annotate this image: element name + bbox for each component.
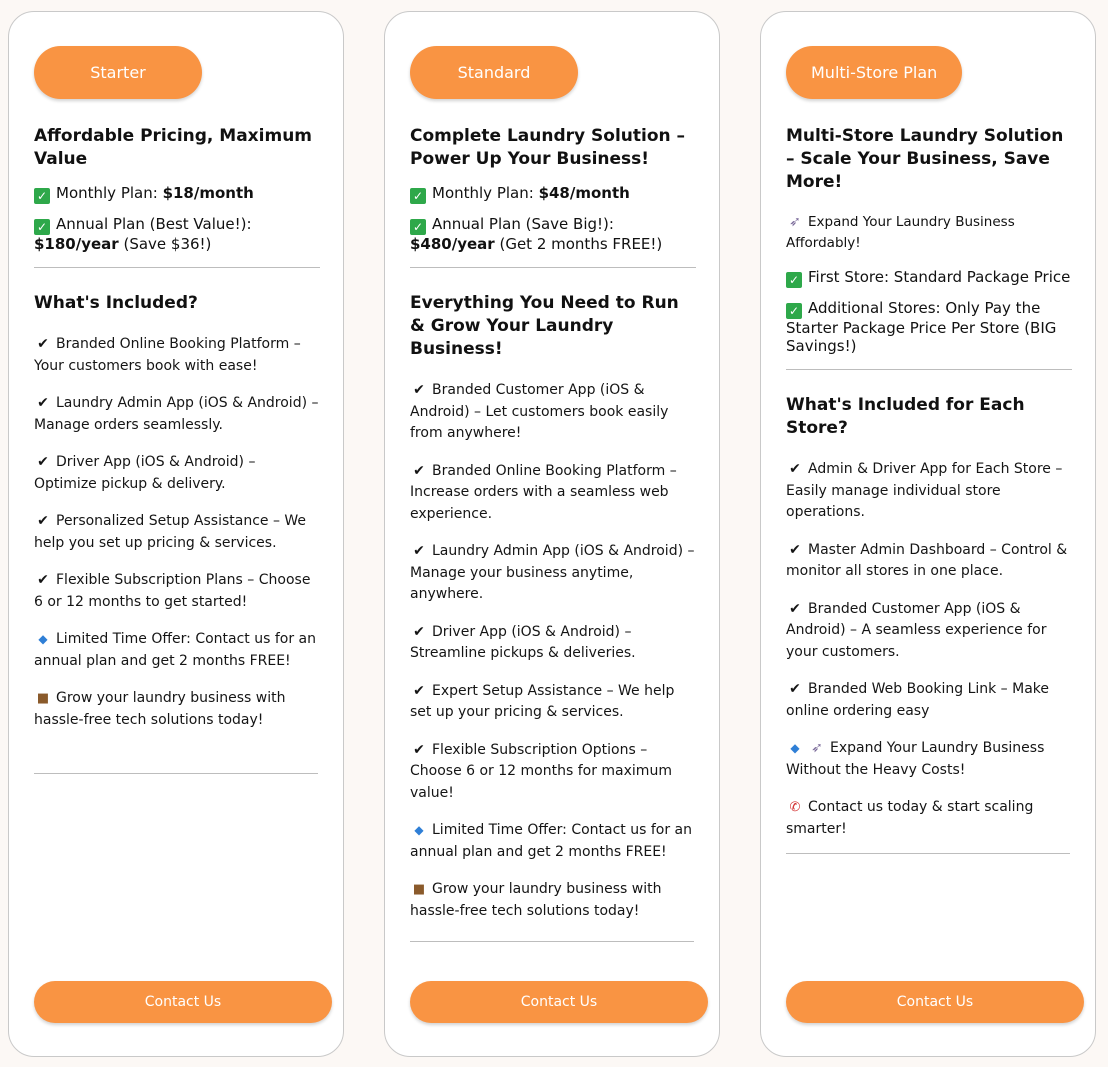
check-icon: ✔ [37, 572, 49, 588]
feature-text: Flexible Subscription Options – Choose 6 or 12 months for maximum value! [410, 741, 672, 801]
check-icon: ✔ [413, 382, 425, 398]
section-title: Everything You Need to Run & Grow Your Laundry Business! [410, 293, 679, 359]
contact-us-button[interactable]: Contact Us [410, 981, 708, 1023]
feature-text: Branded Online Booking Platform – Your customers book with ease! [34, 336, 301, 374]
feature-item [410, 622, 696, 665]
contact-us-button[interactable]: Contact Us [786, 981, 1084, 1023]
check-icon: ✔ [413, 682, 425, 699]
price-label: Annual Plan (Save Big!): [432, 215, 614, 233]
bottom-divider [410, 941, 694, 942]
feature-item [786, 679, 1072, 722]
plan-card-multi-store [760, 11, 1096, 1057]
price-label: Monthly Plan: [432, 184, 539, 202]
section-title: What's Included for Each Store? [786, 395, 1025, 438]
check-icon: ✔ [37, 336, 49, 352]
feature-item [34, 688, 320, 731]
price-label: First Store: Standard Package Price [808, 268, 1071, 286]
check-icon: ✔ [413, 623, 425, 640]
diamond-icon: ◆ [38, 632, 48, 646]
price-suffix: (Save $36!) [118, 235, 212, 253]
feature-text: Laundry Admin App (iOS & Android) – Manage your business anytime, anywhere. [410, 543, 695, 602]
feature-text: Master Admin Dashboard – Control & monitor all stores in one place. [786, 541, 1068, 579]
divider [410, 267, 696, 268]
feature-text: Limited Time Offer: Contact us for an annual plan and get 2 months FREE! [34, 631, 317, 669]
feature-text: Branded Web Booking Link – Make online ordering easy [786, 681, 1050, 719]
check-icon: ✔ [37, 513, 49, 529]
annual-price-line [34, 215, 320, 253]
feature-text: Branded Customer App (iOS & Android) – A seamless experience for your customers. [786, 600, 1047, 660]
feature-text: Laundry Admin App (iOS & Android) – Manage orders seamlessly. [34, 395, 319, 433]
divider [34, 267, 320, 268]
phone-icon: ✆ [789, 800, 801, 815]
plan-heading: Complete Laundry Solution – Power Up Your Business! [410, 126, 686, 169]
contact-us-button[interactable]: Contact Us [34, 981, 332, 1023]
plan-badge-starter: Starter [34, 46, 202, 99]
check-icon: ✔ [37, 454, 49, 470]
feature-item [410, 461, 696, 526]
bottom-divider [786, 853, 1070, 854]
feature-text: Admin & Driver App for Each Store – Easily manage individual store operations. [786, 461, 1063, 520]
plan-badge-standard: Standard [410, 46, 578, 99]
diamond-icon: ◆ [790, 741, 800, 755]
price-value: $180/year [34, 235, 119, 253]
feature-item [410, 681, 696, 724]
check-icon: ✔ [413, 462, 425, 479]
feature-item [34, 393, 320, 436]
feature-text: Personalized Setup Assistance – We help you set up pricing & services. [34, 513, 307, 551]
plan-content-standard [410, 125, 696, 922]
annual-price-line [410, 215, 696, 253]
plan-heading: Affordable Pricing, Maximum Value [34, 126, 313, 169]
divider [786, 369, 1072, 370]
feature-item [786, 797, 1072, 840]
check-icon: ✔ [413, 543, 425, 559]
check-icon: ✔ [37, 395, 49, 411]
check-icon: ✔ [789, 541, 801, 558]
feature-item [34, 334, 320, 377]
price-label: Monthly Plan: [56, 184, 163, 202]
green-check-icon: ✓ [34, 188, 50, 204]
feature-text: Flexible Subscription Plans – Choose 6 or 12 months to get started! [34, 572, 311, 610]
briefcase-icon: ■ [36, 691, 50, 706]
feature-item [410, 740, 696, 805]
feature-text: Branded Customer App (iOS & Android) – Let customers book easily from anywhere! [410, 382, 669, 441]
green-check-icon: ✓ [786, 272, 802, 288]
check-icon: ✔ [789, 600, 801, 617]
green-check-icon: ✓ [410, 188, 426, 204]
price-label: Additional Stores: Only Pay the Starter Package Price Per Store (BIG Savings!) [786, 299, 1057, 355]
bottom-divider [34, 773, 318, 774]
green-check-icon: ✓ [410, 219, 426, 235]
green-check-icon: ✓ [786, 303, 802, 319]
plan-badge-multi-store: Multi-Store Plan [786, 46, 962, 99]
rocket-icon: ➶ [789, 214, 801, 230]
green-check-icon: ✓ [34, 219, 50, 235]
first-store-line [786, 268, 1072, 288]
feature-item [34, 570, 320, 613]
feature-item [786, 459, 1072, 524]
feature-item [34, 511, 320, 554]
intro-text: Expand Your Laundry Business Affordably! [786, 214, 1015, 251]
feature-item [410, 380, 696, 445]
check-icon: ✔ [789, 681, 801, 697]
plan-content-multi-store [786, 125, 1072, 840]
plan-heading: Multi-Store Laundry Solution – Scale Your Business, Save More! [786, 126, 1064, 192]
feature-text: Driver App (iOS & Android) – Streamline pickups & deliveries. [410, 623, 636, 661]
briefcase-icon: ■ [412, 882, 426, 897]
feature-item [410, 879, 696, 922]
rocket-icon: ➶ [811, 740, 823, 756]
feature-item [410, 541, 696, 606]
feature-item [410, 820, 696, 863]
price-value: $18/month [162, 184, 254, 202]
feature-text: Grow your laundry business with hassle-free tech solutions today! [34, 690, 286, 728]
feature-item [34, 452, 320, 495]
price-label: Annual Plan (Best Value!): [56, 215, 252, 233]
feature-item [786, 599, 1072, 664]
intro-note [786, 212, 1072, 254]
plan-card-standard [384, 11, 720, 1057]
plan-content-starter [34, 125, 320, 731]
monthly-price-line [34, 184, 320, 204]
check-icon: ✔ [413, 741, 425, 758]
plan-card-starter [8, 11, 344, 1057]
feature-text: Grow your laundry business with hassle-free tech solutions today! [410, 881, 662, 919]
feature-text: Contact us today & start scaling smarter! [786, 799, 1034, 837]
feature-text: Expert Setup Assistance – We help set up your pricing & services. [410, 682, 675, 720]
monthly-price-line [410, 184, 696, 204]
feature-text: Branded Online Booking Platform – Increase orders with a seamless web experience. [410, 462, 677, 522]
feature-item [34, 629, 320, 672]
check-icon: ✔ [789, 461, 801, 477]
additional-stores-line [786, 299, 1072, 355]
feature-text: Driver App (iOS & Android) – Optimize pickup & delivery. [34, 454, 256, 492]
feature-text: Limited Time Offer: Contact us for an annual plan and get 2 months FREE! [410, 822, 693, 860]
section-title: What's Included? [34, 293, 198, 313]
price-suffix: (Get 2 months FREE!) [494, 235, 663, 253]
diamond-icon: ◆ [414, 823, 424, 837]
feature-item [786, 738, 1072, 781]
price-value: $48/month [538, 184, 630, 202]
feature-text: Expand Your Laundry Business Without the Heavy Costs! [786, 740, 1045, 778]
feature-item [786, 540, 1072, 583]
price-value: $480/year [410, 235, 495, 253]
